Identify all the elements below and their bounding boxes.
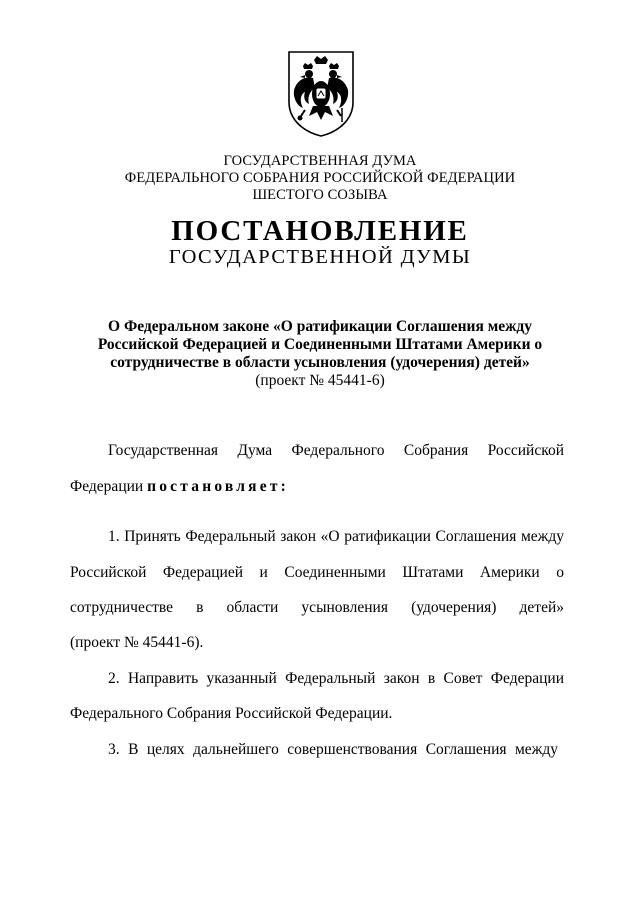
preamble-line-1: Государственная Дума Федерального Собрания Российской xyxy=(108,442,564,459)
subject-line-1: О Федеральном законе «О ратификации Соглашения между xyxy=(108,318,532,335)
item-1-line-1: 1. Принять Федеральный закон «О ратификации Соглашения между xyxy=(108,528,564,545)
header-line-1: ГОСУДАРСТВЕННАЯ ДУМА xyxy=(223,153,417,169)
resolves-word: постановляет: xyxy=(147,478,289,495)
item-2-line-1: 2. Направить указанный Федеральный закон в Совет Федерации xyxy=(108,670,564,687)
document-subtitle: ГОСУДАРСТВЕННОЙ ДУМЫ xyxy=(168,246,472,268)
preamble-line-2-start: Федерации xyxy=(70,478,148,495)
header-line-3: ШЕСТОГО СОЗЫВА xyxy=(252,187,388,203)
subject-line-2: Российской Федерацией и Соединенными Штатами Америки о xyxy=(97,336,543,353)
item-1-line-4: (проект № 45441-6). xyxy=(70,634,204,651)
item-1-line-2: Российской Федерацией и Соединенными Штатами Америки о xyxy=(70,564,564,581)
item-1-line-3: сотрудничестве в области усыновления (удочерения) детей» xyxy=(70,599,564,616)
item-2-line-2: Федерального Собрания Российской Федерации. xyxy=(70,705,393,722)
preamble-line-2 xyxy=(70,478,564,496)
item-3-line-1: 3. В целях дальнейшего совершенствования Соглашения между xyxy=(108,741,558,758)
header-line-2: ФЕДЕРАЛЬНОГО СОБРАНИЯ РОССИЙСКОЙ ФЕДЕРАЦИИ xyxy=(124,170,516,186)
subject-bill-number: (проект № 45441-6) xyxy=(255,372,385,389)
document-title: ПОСТАНОВЛЕНИЕ xyxy=(171,215,469,247)
russian-coat-of-arms-icon xyxy=(283,50,359,138)
subject-line-3: сотрудничестве в области усыновления (удочерения) детей» xyxy=(110,354,530,371)
